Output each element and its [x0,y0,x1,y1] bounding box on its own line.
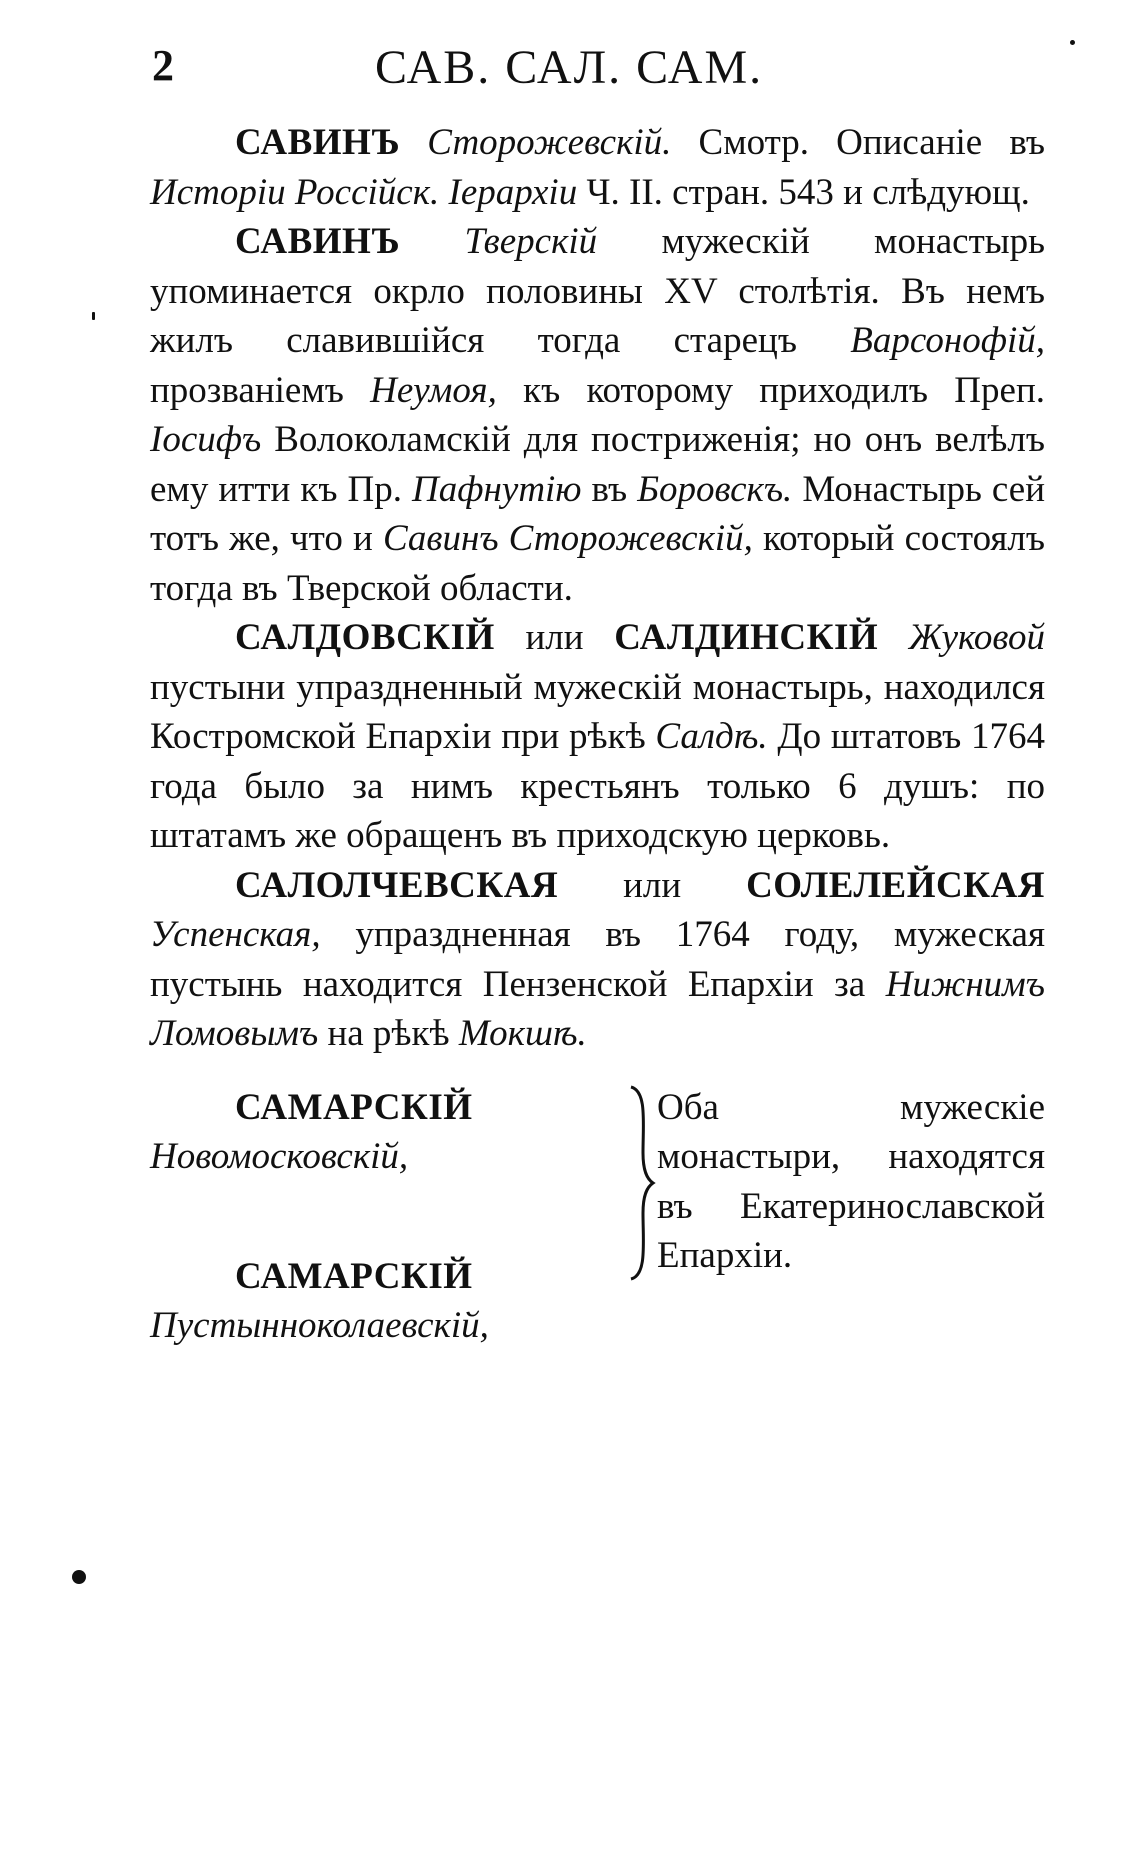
entry-text: Варсонофій, [850,320,1045,361]
entry-text: мужескій монастырь упоминается окрло половины XV столѣтія. Въ немъ жилъ славившійся тогда старецъ [150,221,1046,361]
entry-text: Нижнимъ Ломовымъ [150,963,1045,1054]
shared-note: Оба мужескіе монастыри, находятся въ Екатеринославской Епархіи. [657,1086,1045,1276]
dictionary-entry [150,613,1045,861]
entry-text: на рѣкѣ [318,1013,459,1054]
dictionary-entries [150,118,1045,1059]
page-header [150,28,1045,118]
entry-text: Боровскъ. [637,468,793,510]
entry-text: Монастырь сей тотъ же, что и [150,468,1045,559]
epithet: Новомосковскій, [150,1136,409,1177]
entry-text: Жуковой [878,617,1045,658]
entry-text: пустыни упраздненный мужескій монастырь, находился Костромской Епархіи при рѣкѣ [150,666,1045,757]
headword-variant: САЛДИНСКІЙ [614,617,879,658]
entry-text: или [494,617,615,658]
entry-text: Исторіи Россійск. Іерархіи [150,171,578,213]
headword: САЛДОВСКІЙ [235,617,495,658]
entry-text: прозваніемъ [150,369,371,411]
headword: САВИНЪ [235,122,401,163]
dictionary-entry [150,118,1045,217]
entry-text: До штатовъ 1764 года было за нимъ крестьянъ только 6 душъ: по штатамъ же обращенъ въ приходскую церковь. [150,716,1045,856]
epithet: Тверскій [464,221,598,262]
entry-text: къ которому приходилъ Преп. [496,369,1045,411]
entry-text: Салдѣ. [655,716,768,757]
paired-headwords [150,1083,625,1351]
entry-text: упраздненная въ 1764 году, мужеская пустынь находится Пензенской Епархіи за [150,914,1045,1005]
entry-text: Савинъ Сторожевскій, [382,518,753,559]
entry-text: Пафнутію [412,468,582,510]
entry-samarskiy-1 [150,1083,625,1182]
entry-text: Неумоя, [370,369,497,411]
headword: САВИНЪ [235,221,401,262]
entry-text: Іосифъ [150,419,262,460]
page-number: 2 [152,41,174,90]
dictionary-entry [150,861,1045,1059]
headword: САЛОЛЧЕВСКАЯ [235,864,559,906]
entry-samarskiy-2 [150,1252,625,1351]
entry-text: Ч. II. стран. 543 и слѣдующ. [577,171,1030,213]
entry-text: Успенская, [150,914,321,955]
dictionary-entry [150,217,1045,613]
headword-variant: СОЛЕЛЕЙСКАЯ [746,864,1045,906]
epithet: Сторожевскій. [427,122,672,163]
entry-text: Смотр. Описаніе въ [671,122,1045,163]
entry-text: въ [581,468,638,510]
entry-text: или [558,864,747,906]
page [150,28,1045,1351]
headword: САМАРСКІЙ [235,1086,473,1128]
running-head: САВ. САЛ. САМ. [375,41,764,94]
entry-text: Волоколамскій для постриженія; но онъ велѣлъ ему итти къ Пр. [150,419,1045,510]
headword: САМАРСКІЙ [235,1255,473,1297]
paired-entries [150,1083,1045,1351]
entry-text: Мокшѣ. [458,1013,587,1054]
epithet: Пустынноколаевскій, [150,1305,489,1346]
entry-text: который состоялъ тогда въ Тверской области. [150,518,1045,609]
curly-brace-icon [625,1083,657,1351]
